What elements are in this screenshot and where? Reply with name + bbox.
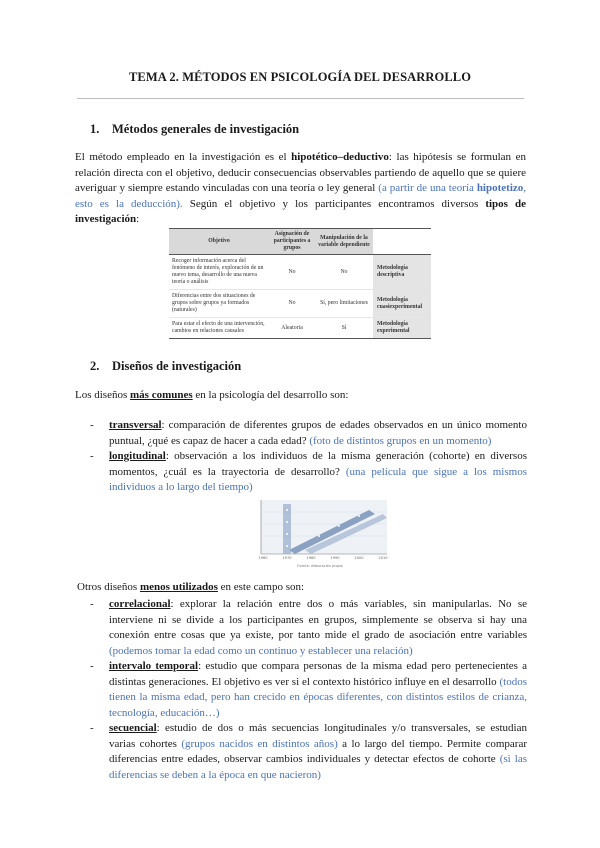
x-tick: 2000 — [354, 556, 364, 560]
list-item-longitudinal — [90, 449, 527, 496]
header-empty — [373, 229, 431, 255]
cell-asignacion: No — [269, 255, 315, 290]
cell-objetivo: Recoger información acerca del fenómeno de interés, exploración de un nuevo tema, desarrollo de una nueva teoría o análisis — [169, 255, 269, 290]
text-run: : — [136, 213, 140, 225]
list-item-correlacional — [90, 597, 527, 659]
section-1-heading — [90, 122, 299, 137]
cell-objetivo: Para estar el efecto de una intervención, cambios en relaciones causales — [169, 318, 269, 339]
item-text: a lo largo del tiempo. Permite comparar diferencias entre edades, observar cambios individuales y detectar efectos de cohorte — [109, 737, 528, 765]
common-designs-list — [90, 418, 527, 496]
title-divider — [77, 98, 524, 99]
list-item-transversal — [90, 418, 527, 449]
cell-metodologia: Metodología experimental — [373, 318, 431, 339]
table-header-row — [169, 229, 431, 255]
term-menos-utilizados: menos utilizados — [139, 581, 218, 593]
cell-objetivo: Diferencias entre dos situaciones de grupos sobre grupos ya formados (naturales) — [169, 290, 269, 318]
x-tick: 1970 — [282, 556, 292, 560]
list-item-intervalo-temporal — [90, 659, 527, 721]
methods-table — [169, 228, 431, 339]
other-designs-intro — [77, 580, 528, 596]
section-2-number: 2. — [90, 359, 100, 373]
table-row — [169, 290, 431, 318]
header-asignacion: Asignación de participantes a grupos — [269, 229, 315, 255]
section-1-paragraph — [75, 150, 526, 228]
item-text: : observación a los individuos de la misma generación (cohorte) en diversos momentos, ¿cuál es la trayectoria de desarrollo? — [109, 450, 527, 478]
cohort-diagram-figure — [249, 496, 391, 570]
figure-x-ticks — [258, 556, 388, 560]
list-dash: - — [90, 598, 94, 610]
x-tick: 1960 — [258, 556, 268, 560]
x-tick: 2010 — [378, 556, 388, 560]
section-1-number: 1. — [90, 122, 100, 136]
note-run: (a partir de una teoría — [378, 182, 477, 194]
cell-asignacion: No — [269, 290, 315, 318]
item-note: (todos tienen la misma edad, pero han crecido en épocas diferentes, con distintos estilos de crianza, tecnología, educación…) — [109, 675, 527, 719]
cell-metodologia: Metodología descriptiva — [373, 255, 431, 290]
x-tick: 1980 — [306, 556, 316, 560]
section-2-title: Diseños de investigación — [112, 359, 242, 373]
x-tick: 1990 — [330, 556, 340, 560]
text-run: : las hipótesis se formulan en relación directa con el objetivo, deducir consecuencias observables partiendo de aquello que se quiere averiguar y siempre estando vinculadas con una teoría o ley general — [75, 151, 526, 194]
term-secuencial: secuencial — [109, 722, 157, 734]
item-note: (foto de distintos grupos en un momento) — [309, 434, 492, 447]
section-2-heading — [90, 359, 241, 374]
cell-metodologia: Metodología cuasiexperimental — [373, 290, 431, 318]
figure-caption: Fuente: elaboración propia — [297, 564, 343, 568]
item-note: (una película que sigue a los mismos individuos a lo largo del tiempo) — [109, 465, 527, 493]
header-objetivo: Objetivo — [169, 229, 269, 255]
text-run: Según el objetivo y los participantes encontramos diversos — [182, 197, 486, 210]
list-dash: - — [90, 722, 94, 734]
term-tipos-investigacion: tipos de investigación — [75, 197, 527, 225]
list-dash: - — [90, 660, 94, 672]
list-dash: - — [90, 419, 94, 431]
list-item-secuencial — [90, 721, 527, 783]
term-hipotetico-deductivo: hipotético–deductivo — [291, 151, 389, 163]
term-transversal: transversal — [109, 419, 162, 431]
term-intervalo-temporal: intervalo temporal — [109, 660, 199, 672]
table-row — [169, 255, 431, 290]
text-run: Los diseños — [75, 389, 130, 401]
note-run: , esto es la deducción). — [75, 182, 527, 210]
table-row — [169, 318, 431, 339]
section-2-intro — [75, 388, 526, 404]
cell-asignacion: Aleatoria — [269, 318, 315, 339]
item-text: : estudio de dos o más secuencias longitudinales y/o transversales, se estudian varias cohortes — [109, 722, 527, 750]
header-manipulacion: Manipulación de la variable dependiente — [315, 229, 373, 255]
item-note: (grupos nacidos en distintos años) — [181, 737, 338, 750]
term-correlacional: correlacional — [109, 598, 171, 610]
item-note: (podemos tomar la edad como un continuo y establecer una relación) — [109, 644, 413, 657]
list-dash: - — [90, 450, 94, 462]
item-text: : explorar la relación entre dos o más variables, sin manipularlas. No se interviene ni se divide a los participantes en grupos, simplemente se observa si hay una conexión entre cosas que ya existe, por tanto mide el grado de asociación entre variables — [109, 598, 527, 641]
text-run: en este campo son: — [217, 581, 305, 593]
page-title: TEMA 2. MÉTODOS EN PSICOLOGÍA DEL DESARROLLO — [128, 70, 472, 84]
section-1-title: Métodos generales de investigación — [112, 122, 300, 136]
cell-manipulacion: No — [315, 255, 373, 290]
note-term-hipotetizo: hipotetizo — [476, 182, 524, 194]
other-designs-list — [90, 597, 527, 783]
term-longitudinal: longitudinal — [109, 450, 166, 462]
text-run: Otros diseños — [77, 581, 140, 593]
text-run: en la psicología del desarrollo son: — [192, 389, 349, 401]
item-text: : comparación de diferentes grupos de edades observados en un único momento puntual, ¿qué es capaz de hacer a cada edad? — [109, 419, 527, 447]
item-text: : estudio que compara personas de la misma edad pero pertenecientes a distintas generaciones. El objetivo es ver si el contexto histórico influye en el desarrollo — [109, 660, 527, 688]
item-note: (si las diferencias se deben a la época en que nacieron) — [109, 753, 527, 781]
term-mas-comunes: más comunes — [130, 389, 193, 401]
cell-manipulacion: Sí, pero limitaciones — [315, 290, 373, 318]
cell-manipulacion: Sí — [315, 318, 373, 339]
text-run: El método empleado en la investigación es el — [75, 151, 292, 163]
